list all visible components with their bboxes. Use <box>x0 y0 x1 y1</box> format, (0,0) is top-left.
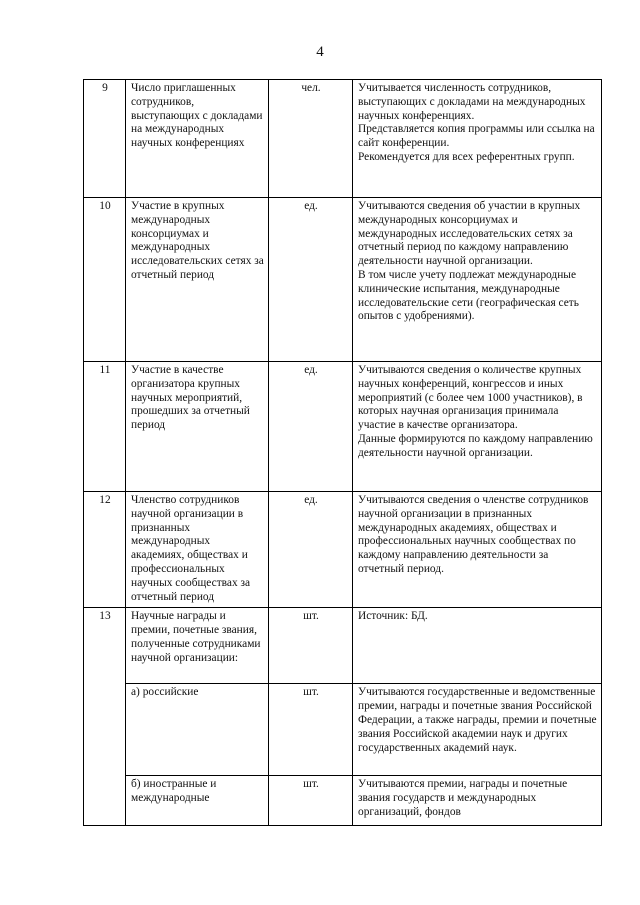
description-line: Рекомендуется для всех референтных групп. <box>358 150 575 163</box>
indicator-description <box>353 198 602 362</box>
row-number: 12 <box>84 492 126 608</box>
indicator-name: Членство сотрудников научной организации в признанных международных академиях, обществах и профессиональных научных сообществах за отчетный период <box>126 492 269 608</box>
table-row <box>84 80 602 198</box>
indicator-name: Научные награды и премии, почетные звания, полученные сотрудниками научной организации: <box>126 608 269 684</box>
table-row <box>84 684 602 776</box>
description-line: Учитываются сведения о членстве сотрудников научной организации в признанных международных академиях, обществах и профессиональных научных сообществах по каждому направлению деятельности за отчетный период. <box>358 494 589 575</box>
unit-of-measure: ед. <box>269 362 353 492</box>
indicator-name: Число приглашенных сотрудников, выступающих с докладами на международных научных конференциях <box>126 80 269 198</box>
unit-of-measure: шт. <box>269 776 353 826</box>
description-line: Учитываются сведения об участии в крупных международных консорциумах и международных исследовательских сетях за отчетный период по каждому направлению деятельности научной организации. <box>358 200 581 268</box>
table-row <box>84 608 602 684</box>
indicator-description <box>353 684 602 776</box>
description-line: В том числе учету подлежат международные клинические испытания, международные исследовательские сети (географическая сеть опытов с удобрениями). <box>358 268 579 323</box>
page-number: 4 <box>316 44 324 60</box>
unit-of-measure: ед. <box>269 198 353 362</box>
indicator-description <box>353 608 602 684</box>
table-row <box>84 362 602 492</box>
unit-of-measure: ед. <box>269 492 353 608</box>
indicators-table <box>83 79 602 826</box>
table-row <box>84 492 602 608</box>
row-number: 9 <box>84 80 126 198</box>
unit-of-measure: чел. <box>269 80 353 198</box>
indicator-name: Участие в крупных международных консорциумах и международных исследовательских сетях за отчетный период <box>126 198 269 362</box>
indicator-description <box>353 80 602 198</box>
indicator-description <box>353 776 602 826</box>
description-line: Учитываются государственные и ведомственные премии, награды и почетные звания Российской Федерации, а также награды, премии и почетные звания Российской академии наук и других государственных академий наук. <box>358 686 597 754</box>
indicator-name: б) иностранные и международные <box>126 776 269 826</box>
row-number: 11 <box>84 362 126 492</box>
table-row <box>84 198 602 362</box>
description-line: Источник: БД. <box>358 610 428 623</box>
description-line: Данные формируются по каждому направлению деятельности научной организации. <box>358 432 593 459</box>
unit-of-measure: шт. <box>269 608 353 684</box>
indicator-description <box>353 492 602 608</box>
indicator-name: Участие в качестве организатора крупных научных мероприятий, прошедших за отчетный период <box>126 362 269 492</box>
table-row <box>84 776 602 826</box>
row-number: 10 <box>84 198 126 362</box>
description-line: Представляется копия программы или ссылка на сайт конференции. <box>358 123 595 150</box>
description-line: Учитываются премии, награды и почетные звания государств и международных организаций, фондов <box>358 778 568 818</box>
indicator-description <box>353 362 602 492</box>
description-line: Учитываются сведения о количестве крупных научных конференций, конгрессов и иных мероприятий (с более чем 1000 участников), в которых научная организация принимала участие в качестве организатора. <box>358 364 583 432</box>
indicator-name: а) российские <box>126 684 269 776</box>
row-number: 13 <box>84 608 126 826</box>
description-line: Учитывается численность сотрудников, выступающих с докладами на международных научных конференциях. <box>358 82 586 122</box>
unit-of-measure: шт. <box>269 684 353 776</box>
